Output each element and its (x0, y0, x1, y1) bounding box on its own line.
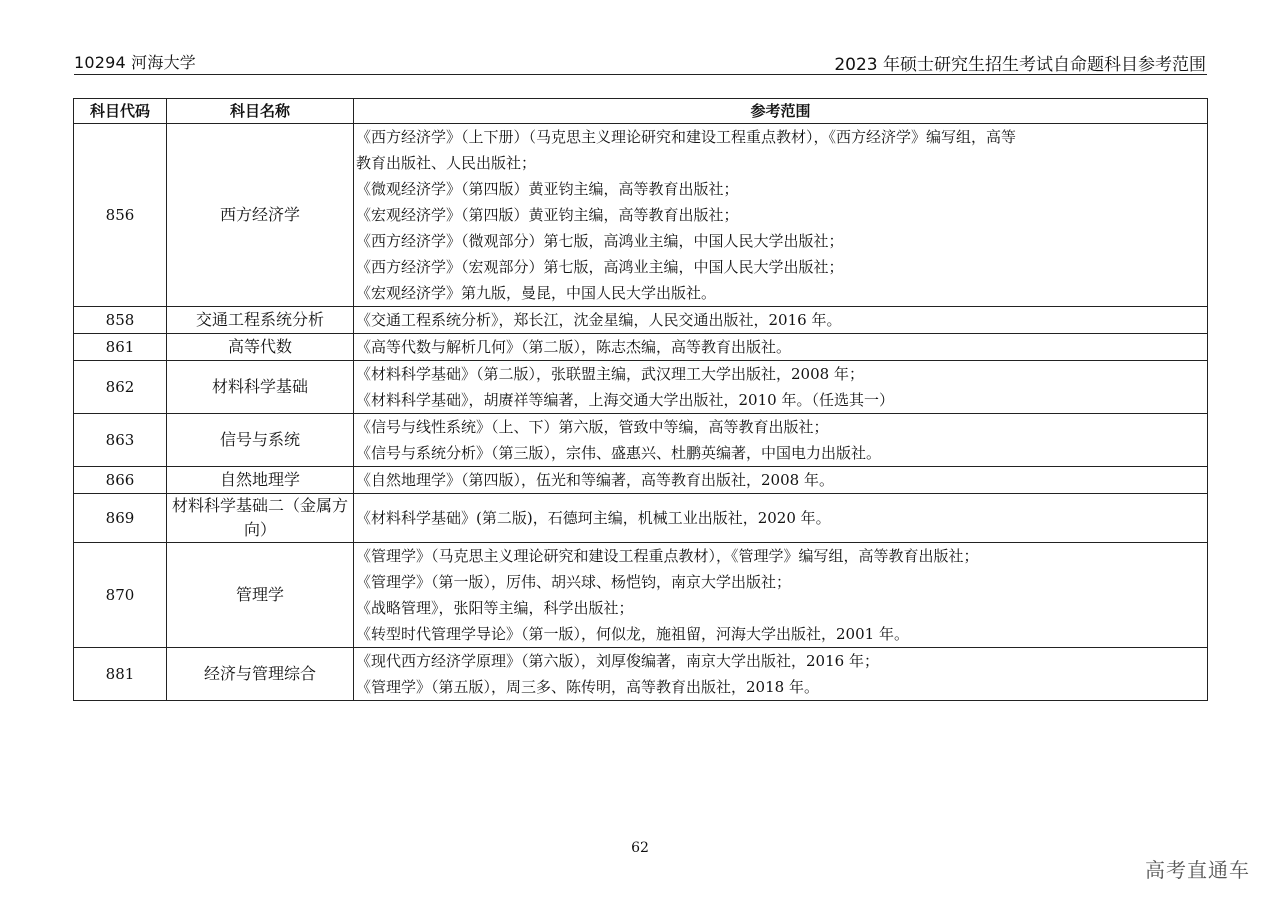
reference-line: 《管理学》（第一版），厉伟、胡兴球、杨恺钧，南京大学出版社； (356, 573, 792, 591)
reference-line: 《战略管理》，张阳等主编，科学出版社； (356, 599, 634, 617)
column-header-code: 科目代码 (74, 99, 167, 124)
header-divider (74, 74, 1207, 75)
subject-code: 862 (74, 361, 167, 414)
column-header-name: 科目名称 (167, 99, 354, 124)
reference-line: 《宏观经济学》第九版，曼昆，中国人民大学出版社。 (356, 284, 717, 302)
watermark-logo: 高考直通车 (1145, 858, 1250, 882)
reference-scope (354, 494, 1208, 543)
reference-line: 《转型时代管理学导论》（第一版），何似龙，施祖留，河海大学出版社，2001 年。 (356, 625, 909, 643)
reference-line: 《管理学》（马克思主义理论研究和建设工程重点教材），《管理学》编写组，高等教育出版社； (356, 547, 979, 565)
subject-name: 自然地理学 (167, 467, 354, 494)
table-row (74, 307, 1208, 334)
table-header-row (74, 99, 1208, 124)
subject-code: 869 (74, 494, 167, 543)
subject-name: 西方经济学 (167, 124, 354, 307)
reference-line: 《高等代数与解析几何》（第二版），陈志杰编，高等教育出版社。 (356, 338, 792, 356)
table-row (74, 467, 1208, 494)
subject-name: 管理学 (167, 543, 354, 648)
subject-name: 信号与系统 (167, 414, 354, 467)
reference-line: 《交通工程系统分析》，郑长江，沈金星编，人民交通出版社，2016 年。 (356, 311, 842, 329)
table-row (74, 334, 1208, 361)
reference-line: 《西方经济学》（上下册）（马克思主义理论研究和建设工程重点教材），《西方经济学》编写组，高等 (356, 128, 1017, 146)
reference-scope (354, 648, 1208, 701)
subject-code: 870 (74, 543, 167, 648)
reference-line: 教育出版社、人民出版社； (356, 154, 537, 172)
subject-name: 高等代数 (167, 334, 354, 361)
subject-name: 材料科学基础 (167, 361, 354, 414)
reference-line: 《微观经济学》（第四版）黄亚钧主编，高等教育出版社； (356, 180, 739, 198)
subject-code: 863 (74, 414, 167, 467)
page-number: 62 (631, 840, 649, 856)
column-header-refs: 参考范围 (354, 99, 1208, 124)
subject-name: 交通工程系统分析 (167, 307, 354, 334)
table-row (74, 361, 1208, 414)
reference-line: 《信号与线性系统》（上、下）第六版，管致中等编，高等教育出版社； (356, 418, 829, 436)
header-school: 10294 河海大学 (74, 53, 196, 72)
table-row (74, 648, 1208, 701)
reference-scope (354, 361, 1208, 414)
subject-code: 856 (74, 124, 167, 307)
subject-name: 经济与管理综合 (167, 648, 354, 701)
reference-scope (354, 307, 1208, 334)
subject-name: 材料科学基础二（金属方向） (167, 494, 354, 543)
header-title: 2023 年硕士研究生招生考试自命题科目参考范围 (834, 55, 1206, 75)
reference-line: 《西方经济学》（微观部分）第七版，高鸿业主编，中国人民大学出版社； (356, 232, 844, 250)
reference-line: 《材料科学基础》(第二版)，石德珂主编，机械工业出版社，2020 年。 (356, 509, 831, 527)
reference-table (73, 98, 1208, 701)
subject-code: 866 (74, 467, 167, 494)
reference-scope (354, 124, 1208, 307)
reference-line: 《宏观经济学》（第四版）黄亚钧主编，高等教育出版社； (356, 206, 739, 224)
table-body (74, 124, 1208, 701)
subject-code: 861 (74, 334, 167, 361)
reference-line: 《材料科学基础》，胡赓祥等编著，上海交通大学出版社，2010 年。（任选其一） (356, 391, 894, 409)
reference-line: 《管理学》（第五版），周三多、陈传明，高等教育出版社，2018 年。 (356, 678, 819, 696)
reference-scope (354, 543, 1208, 648)
subject-code: 881 (74, 648, 167, 701)
reference-line: 《信号与系统分析》（第三版），宗伟、盛惠兴、杜鹏英编著，中国电力出版社。 (356, 444, 882, 462)
reference-line: 《材料科学基础》（第二版），张联盟主编，武汉理工大学出版社，2008 年； (356, 365, 864, 383)
table-row (74, 124, 1208, 307)
reference-scope (354, 334, 1208, 361)
reference-line: 《西方经济学》（宏观部分）第七版，高鸿业主编，中国人民大学出版社； (356, 258, 844, 276)
reference-scope (354, 467, 1208, 494)
subject-code: 858 (74, 307, 167, 334)
reference-line: 《现代西方经济学原理》（第六版），刘厚俊编著，南京大学出版社，2016 年； (356, 652, 879, 670)
table-row (74, 494, 1208, 543)
reference-scope (354, 414, 1208, 467)
reference-line: 《自然地理学》（第四版），伍光和等编著，高等教育出版社，2008 年。 (356, 471, 834, 489)
table-row (74, 414, 1208, 467)
table-row (74, 543, 1208, 648)
